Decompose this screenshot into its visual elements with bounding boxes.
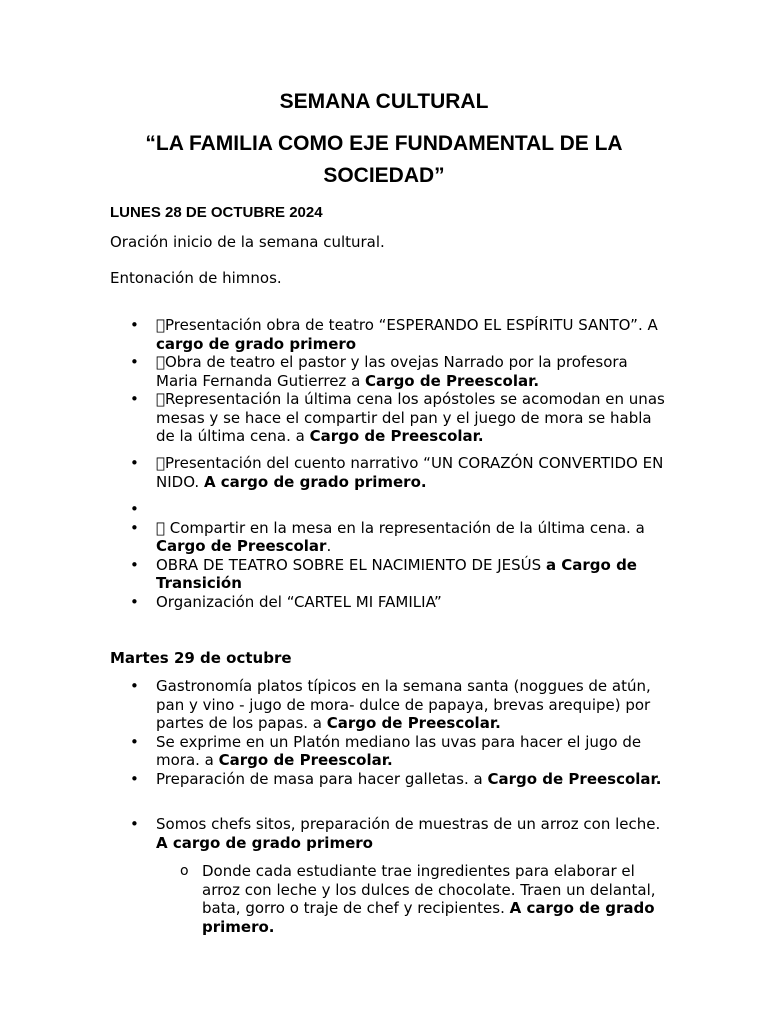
sub-list-item: o Donde cada estudiante trae ingredientes para elaborar el arroz con leche y los dulces de chocolate. Traen un delantal, bata, gorro o traje de chef y recipientes. A cargo de grado primero. <box>180 862 660 936</box>
page-subtitle: “LA FAMILIA COMO EJE FUNDAMENTAL DE LA SOCIEDAD” <box>145 132 623 187</box>
day1-list-c <box>130 500 670 611</box>
list-item: • OBRA DE TEATRO SOBRE EL NACIMIENTO DE JESÚS a Cargo de Transición <box>130 556 670 593</box>
day2-heading: Martes 29 de octubre <box>110 649 292 667</box>
list-item: • Presentación del cuento narrativo “UN CORAZÓN CONVERTIDO EN NIDO. A cargo de grado primero. <box>130 454 670 491</box>
day2-sublist <box>180 862 660 936</box>
day1-heading: LUNES 28 DE OCTUBRE 2024 <box>110 204 323 221</box>
list-item: • Presentación obra de teatro “ESPERANDO EL ESPÍRITU SANTO”. A cargo de grado primero <box>130 316 670 353</box>
list-item: • Compartir en la mesa en la representación de la última cena. a Cargo de Preescolar. <box>130 519 670 556</box>
list-item: • Obra de teatro el pastor y las ovejas Narrado por la profesora Maria Fernanda Gutierrez a Cargo de Preescolar. <box>130 353 670 390</box>
day1-paragraph-1: Oración inicio de la semana cultural. <box>110 233 385 251</box>
day1-list-a <box>130 316 670 446</box>
page-title: SEMANA CULTURAL <box>279 90 489 113</box>
day2-list-b <box>130 815 670 852</box>
list-item-empty <box>130 500 670 519</box>
list-item: • Se exprime en un Platón mediano las uvas para hacer el jugo de mora. a Cargo de Preescolar. <box>130 733 670 770</box>
day1-paragraph-2: Entonación de himnos. <box>110 269 282 287</box>
day2-list-a <box>130 677 670 788</box>
list-item: • Somos chefs sitos, preparación de muestras de un arroz con leche. A cargo de grado primero <box>130 815 670 852</box>
list-item: • Gastronomía platos típicos en la semana santa (noggues de atún, pan y vino - jugo de mora- dulce de papaya, brevas arequipe) por partes de los papas. a Cargo de Preescolar. <box>130 677 670 733</box>
list-item: • Representación la última cena los apóstoles se acomodan en unas mesas y se hace el compartir del pan y el juego de mora se habla de la última cena. a Cargo de Preescolar. <box>130 390 670 446</box>
list-item: • Organización del “CARTEL MI FAMILIA” <box>130 593 670 612</box>
day1-list-b <box>130 454 670 491</box>
list-item: • Preparación de masa para hacer galletas. a Cargo de Preescolar. <box>130 770 670 789</box>
